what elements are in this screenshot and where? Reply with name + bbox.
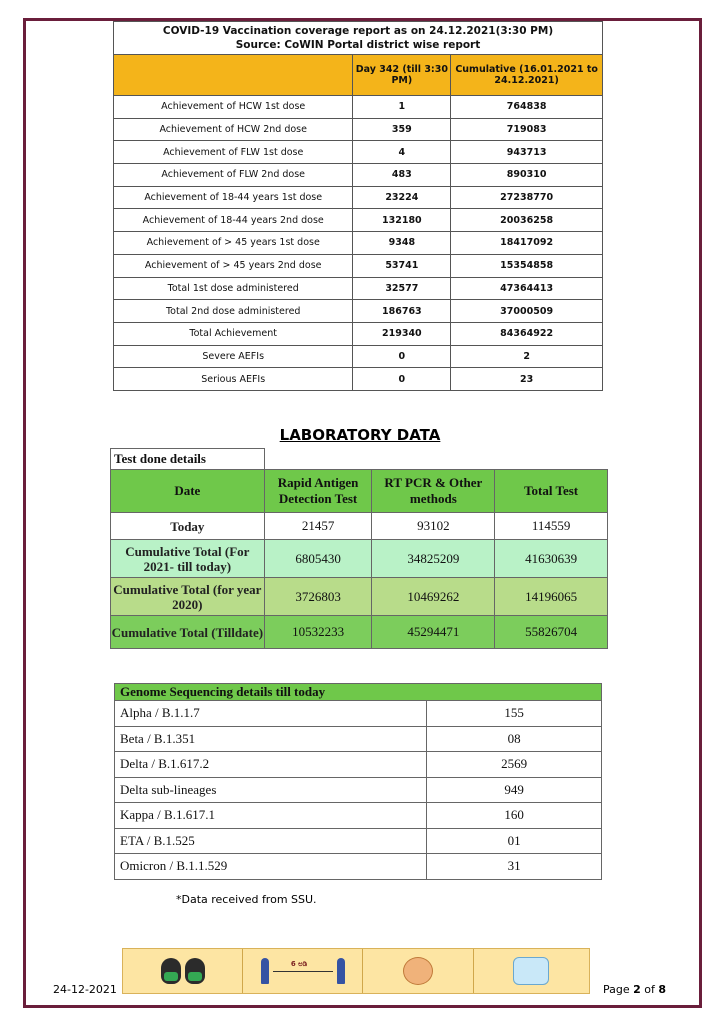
footer-date: 24-12-2021: [53, 983, 117, 996]
rat-value: 6805430: [264, 540, 372, 578]
day-value: 219340: [353, 322, 451, 345]
row-label: Total 1st dose administered: [114, 277, 353, 300]
day-value: 0: [353, 368, 451, 391]
row-label: Total Achievement: [114, 322, 353, 345]
row-label: Achievement of HCW 2nd dose: [114, 118, 353, 141]
row-label: Cumulative Total (for year 2020): [111, 578, 265, 616]
genome-title: Genome Sequencing details till today: [115, 684, 602, 701]
masked-face-icon: [185, 958, 205, 984]
table-row: [114, 368, 603, 391]
variant-name: ETA / B.1.525: [115, 828, 427, 854]
cumulative-value: 719083: [451, 118, 603, 141]
row-label: Achievement of FLW 1st dose: [114, 141, 353, 164]
col-day: Day 342 (till 3:30 PM): [353, 55, 451, 96]
variant-count: 08: [427, 726, 602, 752]
total-value: 14196065: [495, 578, 608, 616]
variant-name: Omicron / B.1.1.529: [115, 854, 427, 880]
day-value: 0: [353, 345, 451, 368]
cumulative-value: 2: [451, 345, 603, 368]
total-value: 41630639: [495, 540, 608, 578]
table-row: [114, 186, 603, 209]
row-label: Cumulative Total (For 2021- till today): [111, 540, 265, 578]
table-row: [115, 828, 602, 854]
lab-title: LABORATORY DATA: [279, 426, 441, 444]
table-row: [115, 752, 602, 778]
row-label: Achievement of FLW 2nd dose: [114, 164, 353, 187]
day-value: 132180: [353, 209, 451, 232]
data-source-note: *Data received from SSU.: [176, 893, 317, 906]
day-value: 359: [353, 118, 451, 141]
variant-count: 01: [427, 828, 602, 854]
rtpcr-value: 34825209: [372, 540, 495, 578]
table-row: [114, 277, 603, 300]
day-value: 9348: [353, 232, 451, 255]
rtpcr-value: 45294471: [372, 616, 495, 649]
variant-count: 949: [427, 777, 602, 803]
table-row: [115, 803, 602, 829]
handwash-icon: [403, 957, 433, 985]
row-label: Serious AEFIs: [114, 368, 353, 391]
variant-name: Beta / B.1.351: [115, 726, 427, 752]
page-number: Page 2 of 8: [603, 983, 667, 996]
day-value: 23224: [353, 186, 451, 209]
mask-segment: [123, 949, 243, 993]
row-label: Achievement of > 45 years 2nd dose: [114, 254, 353, 277]
cumulative-value: 15354858: [451, 254, 603, 277]
handwash-segment: [363, 949, 473, 993]
cumulative-value: 18417092: [451, 232, 603, 255]
row-label: Achievement of > 45 years 1st dose: [114, 232, 353, 255]
cumulative-value: 890310: [451, 164, 603, 187]
cumulative-value: 23: [451, 368, 603, 391]
table-row: [114, 141, 603, 164]
col-total: Total Test: [495, 470, 608, 513]
col-rat: Rapid Antigen Detection Test: [264, 470, 372, 513]
rat-value: 10532233: [264, 616, 372, 649]
table-row: [114, 164, 603, 187]
col-date: Date: [111, 470, 265, 513]
table-row: [115, 854, 602, 880]
variant-name: Kappa / B.1.617.1: [115, 803, 427, 829]
person-icon: [261, 958, 269, 984]
variant-name: Delta / B.1.617.2: [115, 752, 427, 778]
distance-segment: [243, 949, 363, 993]
table-row: [111, 540, 608, 578]
day-value: 32577: [353, 277, 451, 300]
row-label: Achievement of HCW 1st dose: [114, 96, 353, 119]
day-value: 1: [353, 96, 451, 119]
variant-name: Delta sub-lineages: [115, 777, 427, 803]
cumulative-value: 27238770: [451, 186, 603, 209]
rat-value: 21457: [264, 513, 372, 540]
row-label: Achievement of 18-44 years 1st dose: [114, 186, 353, 209]
lab-table: [110, 448, 608, 649]
genome-table: [114, 683, 602, 880]
col-rtpcr: RT PCR & Other methods: [372, 470, 495, 513]
col-cumulative: Cumulative (16.01.2021 to 24.12.2021): [451, 55, 603, 96]
day-value: 483: [353, 164, 451, 187]
distance-arrow-icon: 6 ಅಡಿ: [273, 971, 333, 972]
table-row: [115, 777, 602, 803]
variant-count: 155: [427, 701, 602, 727]
table-row: [114, 96, 603, 119]
testing-icon: [513, 957, 549, 985]
cumulative-value: 20036258: [451, 209, 603, 232]
day-value: 53741: [353, 254, 451, 277]
variant-count: 160: [427, 803, 602, 829]
table-row: [114, 300, 603, 323]
row-label: Today: [111, 513, 265, 540]
rtpcr-value: 93102: [372, 513, 495, 540]
cumulative-value: 764838: [451, 96, 603, 119]
cumulative-value: 943713: [451, 141, 603, 164]
cumulative-value: 37000509: [451, 300, 603, 323]
table-row: [111, 616, 608, 649]
table-row: [114, 232, 603, 255]
table-row: [111, 513, 608, 540]
testing-segment: [474, 949, 589, 993]
cumulative-value: 47364413: [451, 277, 603, 300]
row-label: Cumulative Total (Tilldate): [111, 616, 265, 649]
row-label: Severe AEFIs: [114, 345, 353, 368]
day-value: 4: [353, 141, 451, 164]
awareness-banner: [122, 948, 590, 994]
table-row: [114, 254, 603, 277]
day-value: 186763: [353, 300, 451, 323]
blank-header: [114, 55, 353, 96]
test-details-label: Test done details: [111, 449, 265, 470]
variant-name: Alpha / B.1.1.7: [115, 701, 427, 727]
rtpcr-value: 10469262: [372, 578, 495, 616]
person-icon: [337, 958, 345, 984]
table-row: [115, 701, 602, 727]
table-row: [114, 118, 603, 141]
variant-count: 31: [427, 854, 602, 880]
table-row: [114, 322, 603, 345]
table-row: [115, 726, 602, 752]
vaccination-title: COVID-19 Vaccination coverage report as on 24.12.2021(3:30 PM) Source: CoWIN Portal district wise report: [114, 22, 603, 55]
row-label: Achievement of 18-44 years 2nd dose: [114, 209, 353, 232]
cumulative-value: 84364922: [451, 322, 603, 345]
total-value: 55826704: [495, 616, 608, 649]
vaccination-table: [113, 21, 603, 391]
table-row: [114, 209, 603, 232]
table-row: [114, 345, 603, 368]
row-label: Total 2nd dose administered: [114, 300, 353, 323]
total-value: 114559: [495, 513, 608, 540]
masked-face-icon: [161, 958, 181, 984]
rat-value: 3726803: [264, 578, 372, 616]
variant-count: 2569: [427, 752, 602, 778]
table-row: [111, 578, 608, 616]
